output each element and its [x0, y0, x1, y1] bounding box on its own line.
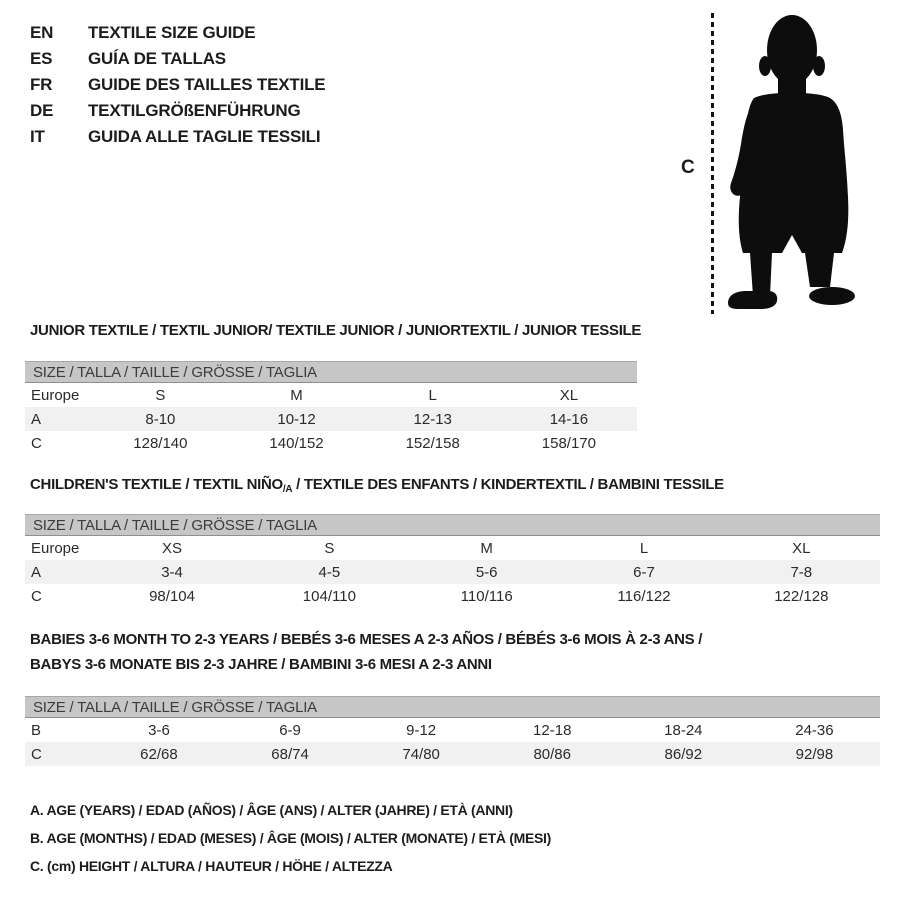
language-title: GUÍA DE TALLAS	[88, 49, 226, 68]
value-cell: 122/128	[774, 587, 829, 605]
language-title: GUIDA ALLE TAGLIE TESSILI	[88, 127, 321, 146]
value-cell: 68/74	[271, 745, 309, 763]
children-title-part1: CHILDREN'S TEXTILE / TEXTIL NIÑO	[30, 476, 283, 493]
language-row-es	[30, 46, 325, 72]
language-list	[30, 20, 325, 150]
value-cell: 80/86	[533, 745, 571, 763]
size-cell: S	[324, 539, 335, 557]
value-cell: 62/68	[140, 745, 178, 763]
value-cell: 116/122	[617, 587, 671, 605]
table-row	[25, 536, 880, 560]
value-cell: 18-24	[664, 721, 703, 739]
language-title: TEXTILGRÖßENFÜHRUNG	[88, 101, 301, 120]
row-label: B	[31, 721, 42, 739]
value-cell: 110/116	[460, 587, 513, 605]
value-cell: 92/98	[795, 745, 834, 763]
babies-section-title-line1: BABIES 3-6 MONTH TO 2-3 YEARS / BEBÉS 3-6 MESES A 2-3 AÑOS / BÉBÉS 3-6 MOIS À 2-3 ANS /	[30, 631, 703, 648]
value-cell: 12-18	[533, 721, 572, 739]
table-row	[25, 718, 880, 742]
value-cell: 6-7	[633, 563, 655, 581]
legend-notes	[30, 796, 551, 880]
note-c: C. (cm) HEIGHT / ALTURA / HAUTEUR / HÖHE / ALTEZZA	[30, 858, 393, 874]
language-row-fr	[30, 72, 325, 98]
value-cell: 3-4	[161, 563, 183, 581]
value-cell: 9-12	[406, 721, 437, 739]
junior-table	[25, 361, 637, 455]
value-cell: 4-5	[318, 563, 341, 581]
note-b: B. AGE (MONTHS) / EDAD (MESES) / ÂGE (MOIS) / ALTER (MONATE) / ETÀ (MESI)	[30, 830, 551, 846]
height-measure-line	[711, 13, 714, 314]
table-row	[25, 560, 880, 584]
value-cell: 10-12	[277, 410, 316, 428]
language-code: IT	[30, 127, 45, 146]
size-header-bar: SIZE / TALLA / TAILLE / GRÖSSE / TAGLIA	[25, 514, 880, 536]
value-cell: 98/104	[149, 587, 195, 605]
size-cell: XL	[559, 386, 579, 404]
row-label: Europe	[31, 386, 80, 404]
note-a: A. AGE (YEARS) / EDAD (AÑOS) / ÂGE (ANS) / ALTER (JAHRE) / ETÀ (ANNI)	[30, 802, 513, 818]
language-code: DE	[30, 101, 54, 120]
value-cell: 86/92	[664, 745, 703, 763]
babies-table	[25, 696, 880, 766]
language-title: TEXTILE SIZE GUIDE	[88, 23, 256, 42]
language-code: FR	[30, 75, 53, 94]
junior-section-title: JUNIOR TEXTILE / TEXTIL JUNIOR/ TEXTILE JUNIOR / JUNIORTEXTIL / JUNIOR TESSILE	[30, 322, 642, 339]
language-title: GUIDE DES TAILLES TEXTILE	[88, 75, 326, 94]
row-label: Europe	[31, 539, 80, 557]
children-title-part2: / TEXTILE DES ENFANTS / KINDERTEXTIL / BAMBINI TESSILE	[292, 476, 724, 493]
size-cell: M	[480, 539, 493, 557]
value-cell: 6-9	[279, 721, 301, 739]
row-label: C	[31, 745, 42, 763]
babies-section-title-line2: BABYS 3-6 MONATE BIS 2-3 JAHRE / BAMBINI 3-6 MESI A 2-3 ANNI	[30, 656, 492, 673]
value-cell: 152/158	[405, 434, 460, 452]
size-cell: XL	[792, 539, 811, 557]
table-row	[25, 407, 637, 431]
table-row	[25, 431, 637, 455]
size-header-bar: SIZE / TALLA / TAILLE / GRÖSSE / TAGLIA	[25, 361, 637, 383]
children-title-sub: /A	[282, 484, 293, 495]
language-row-it	[30, 124, 325, 150]
value-cell: 8-10	[145, 410, 176, 428]
value-cell: 5-6	[475, 563, 498, 581]
value-cell: 7-8	[790, 563, 813, 581]
language-row-en	[30, 20, 325, 46]
value-cell: 12-13	[413, 410, 452, 428]
children-section-title	[30, 476, 724, 495]
value-cell: 128/140	[133, 434, 188, 452]
size-cell: M	[290, 386, 303, 404]
table-row	[25, 742, 880, 766]
size-cell: XS	[162, 539, 183, 557]
value-cell: 74/80	[402, 745, 440, 763]
value-cell: 24-36	[795, 721, 834, 739]
size-cell: S	[155, 386, 166, 404]
value-cell: 158/170	[541, 434, 596, 452]
value-cell: 140/152	[269, 434, 324, 452]
value-cell: 3-6	[148, 721, 170, 739]
height-measure-label: C	[681, 157, 695, 178]
language-code: EN	[30, 23, 54, 42]
size-cell: L	[428, 386, 437, 404]
value-cell: 104/110	[302, 587, 356, 605]
row-label: C	[31, 587, 42, 605]
baby-silhouette-icon	[726, 12, 858, 312]
table-row	[25, 584, 880, 608]
size-cell: L	[639, 539, 649, 557]
language-row-de	[30, 98, 325, 124]
value-cell: 14-16	[549, 410, 589, 428]
children-table	[25, 514, 880, 608]
row-label: C	[31, 434, 42, 452]
row-label: A	[31, 410, 42, 428]
size-header-bar: SIZE / TALLA / TAILLE / GRÖSSE / TAGLIA	[25, 696, 880, 718]
table-row	[25, 383, 637, 407]
language-code: ES	[30, 49, 53, 68]
row-label: A	[31, 563, 42, 581]
